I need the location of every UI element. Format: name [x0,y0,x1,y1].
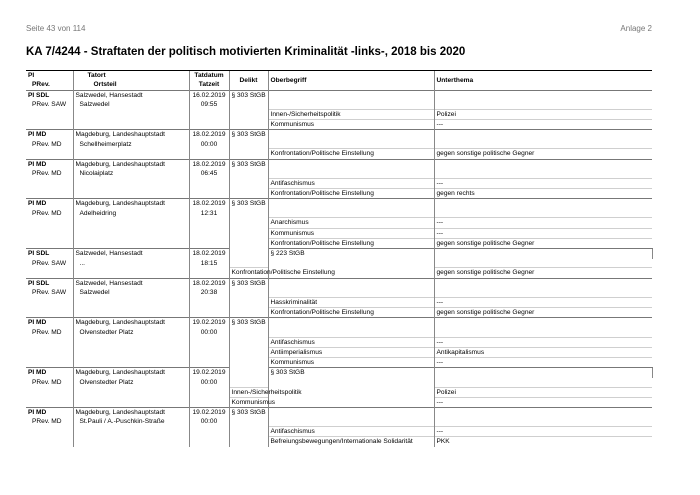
date-cell: 18.02.2019 [189,130,229,140]
oberbegriff-cell [434,249,652,259]
tatort-blank [73,297,189,307]
unterthema-cell: --- [434,228,652,238]
date-blank [189,337,229,347]
ortsteil-cell: Olvenstedter Platz [73,328,189,337]
date-blank [189,228,229,238]
date-cell: 19.02.2019 [189,368,229,378]
pi-cell: PI SDL [26,278,73,288]
date-blank [189,358,229,368]
table-row [26,100,652,109]
prev-cell: PRev. SAW [32,259,67,267]
ortsteil-cell: Schellheimerplatz [73,140,189,149]
annex-label: Anlage 2 [620,24,652,33]
unterthema-cell: --- [434,178,652,188]
tatort-blank [73,218,189,228]
date-blank [189,437,229,447]
oberbegriff-cell: Konfrontation/Politische Einstellung [268,308,434,318]
oberbegriff-cell: Antifaschismus [268,427,434,437]
ortsteil-cell: ... [73,259,189,268]
oberbegriff-cell: Kommunismus [229,397,268,407]
time-cell: 00:00 [189,417,229,426]
date-cell: 18.02.2019 [189,159,229,169]
tatort-cell: Salzwedel, Hansestadt [73,90,189,100]
table-row [26,308,652,318]
pi-blank [26,347,73,357]
time-cell: 09:55 [189,100,229,109]
prev-cell: PRev. MD [32,418,62,426]
unterthema-cell: --- [434,397,652,407]
oberbegriff-cell [268,159,434,169]
date-blank [189,387,229,397]
time-cell: 18:15 [189,259,229,268]
tatort-blank [73,149,189,159]
delikt-cell: § 303 StGB [229,90,268,130]
unterthema-cell [434,318,652,328]
ortsteil-cell: Olvenstedter Platz [73,378,189,387]
oberbegriff-cell [268,169,434,178]
pi-cell: PI SDL [26,249,73,259]
unterthema-cell: --- [434,427,652,437]
ortsteil-cell: St.Pauli / A.-Puschkin-Straße [73,417,189,426]
unterthema-cell: PKK [434,437,652,447]
delikt-cell: § 303 StGB [229,318,268,378]
unterthema-cell: gegen rechts [434,189,652,199]
prev-cell: PRev. SAW [32,100,67,108]
date-blank [189,178,229,188]
date-blank [189,149,229,159]
oberbegriff-cell: Kommunismus [268,119,434,129]
date-cell: 19.02.2019 [189,408,229,418]
prev-cell: PRev. MD [32,209,62,217]
col-pi: PI [26,71,73,81]
prev-cell: PRev. MD [32,140,62,148]
unterthema-cell: --- [434,358,652,368]
delikt-cell: § 303 StGB [268,368,434,408]
table-row [26,368,652,378]
oberbegriff-cell [268,288,434,297]
oberbegriff-cell: Befreiungsbewegungen/Internationale Solidarität [268,437,434,447]
unterthema-cell [434,278,652,288]
tatort-blank [73,268,189,278]
unterthema-cell: Polizei [434,387,652,397]
tatort-blank [73,308,189,318]
table-row [26,337,652,347]
table-row [26,239,652,249]
delikt-cell: § 303 StGB [229,159,268,199]
pi-blank [26,337,73,347]
pi-blank [26,149,73,159]
tatort-cell: Magdeburg, Landeshauptstadt [73,159,189,169]
table-row [26,347,652,357]
ortsteil-cell: Adelheidring [73,209,189,218]
oberbegriff-cell: Antifaschismus [268,178,434,188]
pi-blank [26,397,73,407]
oberbegriff-cell: Anarchismus [268,218,434,228]
table-row [26,209,652,218]
pi-blank [26,189,73,199]
oberbegriff-cell: Konfrontation/Politische Einstellung [268,189,434,199]
table-row [26,199,652,209]
table-row [26,427,652,437]
ortsteil-cell: Salzwedel [73,288,189,297]
oberbegriff-cell: Konfrontation/Politische Einstellung [268,239,434,249]
date-blank [189,347,229,357]
table-row [26,417,652,426]
delikt-cell: § 303 StGB [229,278,268,318]
unterthema-cell [434,209,652,218]
table-row [26,288,652,297]
tatort-blank [73,337,189,347]
pi-blank [26,427,73,437]
unterthema-cell [434,288,652,297]
unterthema-cell: --- [434,218,652,228]
pi-cell: PI MD [26,130,73,140]
prev-cell: PRev. SAW [32,289,67,297]
pi-cell: PI MD [26,318,73,328]
unterthema-cell [434,130,652,140]
tatort-blank [73,178,189,188]
col-oberbegriff: Oberbegriff [268,71,434,91]
oberbegriff-cell [268,199,434,209]
date-cell: 16.02.2019 [189,90,229,100]
date-cell: 19.02.2019 [189,318,229,328]
pi-cell: PI MD [26,159,73,169]
tatort-blank [73,397,189,407]
unterthema-cell: --- [434,119,652,129]
unterthema-cell: gegen sonstige politische Gegner [434,308,652,318]
pi-blank [26,239,73,249]
pi-blank [26,268,73,278]
pi-blank [26,119,73,129]
oberbegriff-cell [229,378,268,387]
unterthema-cell [434,259,652,268]
oberbegriff-cell: Antifaschismus [268,337,434,347]
pi-blank [26,308,73,318]
unterthema-cell [434,140,652,149]
oberbegriff-cell [268,209,434,218]
date-blank [189,308,229,318]
tatort-cell: Magdeburg, Landeshauptstadt [73,318,189,328]
unterthema-cell [434,417,652,426]
date-cell: 18.02.2019 [189,249,229,259]
col-unterthema: Unterthema [434,71,652,91]
ortsteil-cell: Salzwedel [73,100,189,109]
tatort-cell: Salzwedel, Hansestadt [73,278,189,288]
pi-blank [26,228,73,238]
oberbegriff-cell [268,278,434,288]
delikt-cell: § 303 StGB [229,199,268,259]
col-prev: PRev. [32,81,50,89]
table-row [26,90,652,100]
tatort-blank [73,119,189,129]
unterthema-cell: Antikapitalismus [434,347,652,357]
offense-table [26,70,652,447]
date-blank [189,119,229,129]
oberbegriff-cell [268,417,434,426]
table-row [26,189,652,199]
table-row [26,328,652,337]
table-row [26,159,652,169]
unterthema-cell [434,408,652,418]
oberbegriff-cell [268,318,434,328]
table-row [26,408,652,418]
pi-blank [26,109,73,119]
oberbegriff-cell [268,408,434,418]
table-row [26,358,652,368]
unterthema-cell [434,90,652,100]
tatort-blank [73,347,189,357]
unterthema-cell [434,328,652,337]
oberbegriff-cell: Konfrontation/Politische Einstellung [229,268,268,278]
tatort-cell: Magdeburg, Landeshauptstadt [73,130,189,140]
delikt-cell: § 223 StGB [268,249,434,278]
unterthema-cell: Polizei [434,109,652,119]
oberbegriff-cell: Hasskriminalität [268,297,434,307]
oberbegriff-cell [268,130,434,140]
pi-blank [26,358,73,368]
prev-cell: PRev. MD [32,169,62,177]
unterthema-cell [434,159,652,169]
oberbegriff-cell: Kommunismus [268,228,434,238]
pi-blank [26,178,73,188]
time-cell: 12:31 [189,209,229,218]
date-blank [189,189,229,199]
table-row [26,119,652,129]
date-blank [189,268,229,278]
table-row [26,297,652,307]
delikt-cell: § 303 StGB [229,408,268,447]
tatort-cell: Magdeburg, Landeshauptstadt [73,408,189,418]
tatort-blank [73,189,189,199]
oberbegriff-cell [229,259,268,268]
unterthema-cell: --- [434,337,652,347]
prev-cell: PRev. MD [32,378,62,386]
table-row [26,140,652,149]
oberbegriff-cell [268,328,434,337]
ortsteil-cell: Nicolaiplatz [73,169,189,178]
table-row [26,249,652,259]
table-row [26,218,652,228]
delikt-cell: § 303 StGB [229,130,268,159]
unterthema-cell: gegen sonstige politische Gegner [434,149,652,159]
tatort-blank [73,228,189,238]
tatort-blank [73,109,189,119]
unterthema-cell [434,199,652,209]
table-row [26,228,652,238]
tatort-blank [73,239,189,249]
date-blank [189,397,229,407]
oberbegriff-cell: Innen-/Sicherheitspolitik [229,387,268,397]
date-cell: 18.02.2019 [189,278,229,288]
col-tatzeit: Tatzeit [189,80,229,90]
unterthema-cell [434,100,652,109]
pi-cell: PI MD [26,199,73,209]
table-body [26,90,652,447]
unterthema-cell [434,378,652,387]
tatort-blank [73,437,189,447]
oberbegriff-cell: Konfrontation/Politische Einstellung [268,149,434,159]
col-delikt: Delikt [229,71,268,91]
time-cell: 06:45 [189,169,229,178]
tatort-cell: Magdeburg, Landeshauptstadt [73,199,189,209]
page-number: Seite 43 von 114 [26,24,86,33]
col-ortsteil: Ortsteil [73,80,189,90]
col-tatdatum: Tatdatum [189,71,229,81]
date-cell: 18.02.2019 [189,199,229,209]
pi-cell: PI SDL [26,90,73,100]
date-blank [189,297,229,307]
unterthema-cell: --- [434,297,652,307]
time-cell: 00:00 [189,328,229,337]
oberbegriff-cell [268,90,434,100]
date-blank [189,427,229,437]
date-blank [189,109,229,119]
time-cell: 00:00 [189,378,229,387]
unterthema-cell: gegen sonstige politische Gegner [434,268,652,278]
table-row [26,437,652,447]
unterthema-cell [434,169,652,178]
time-cell: 20:38 [189,288,229,297]
table-row [26,149,652,159]
time-cell: 00:00 [189,140,229,149]
table-row [26,318,652,328]
table-row [26,109,652,119]
tatort-blank [73,427,189,437]
oberbegriff-cell [434,368,652,378]
table-row [26,169,652,178]
col-tatort: Tatort [73,71,189,81]
pi-blank [26,437,73,447]
pi-blank [26,387,73,397]
document-title: KA 7/4244 - Straftaten der politisch motivierten Kriminalität -links-, 2018 bis 2020 [26,46,466,58]
tatort-blank [73,358,189,368]
table-row [26,130,652,140]
oberbegriff-cell: Antiimperialismus [268,347,434,357]
table-row [26,278,652,288]
tatort-cell: Salzwedel, Hansestadt [73,249,189,259]
oberbegriff-cell [268,140,434,149]
unterthema-cell: gegen sonstige politische Gegner [434,239,652,249]
pi-cell: PI MD [26,368,73,378]
prev-cell: PRev. MD [32,328,62,336]
oberbegriff-cell: Kommunismus [268,358,434,368]
date-blank [189,239,229,249]
pi-blank [26,297,73,307]
oberbegriff-cell: Innen-/Sicherheitspolitik [268,109,434,119]
date-blank [189,218,229,228]
pi-cell: PI MD [26,408,73,418]
table-row [26,178,652,188]
pi-blank [26,218,73,228]
tatort-cell: Magdeburg, Landeshauptstadt [73,368,189,378]
oberbegriff-cell [268,100,434,109]
tatort-blank [73,387,189,397]
